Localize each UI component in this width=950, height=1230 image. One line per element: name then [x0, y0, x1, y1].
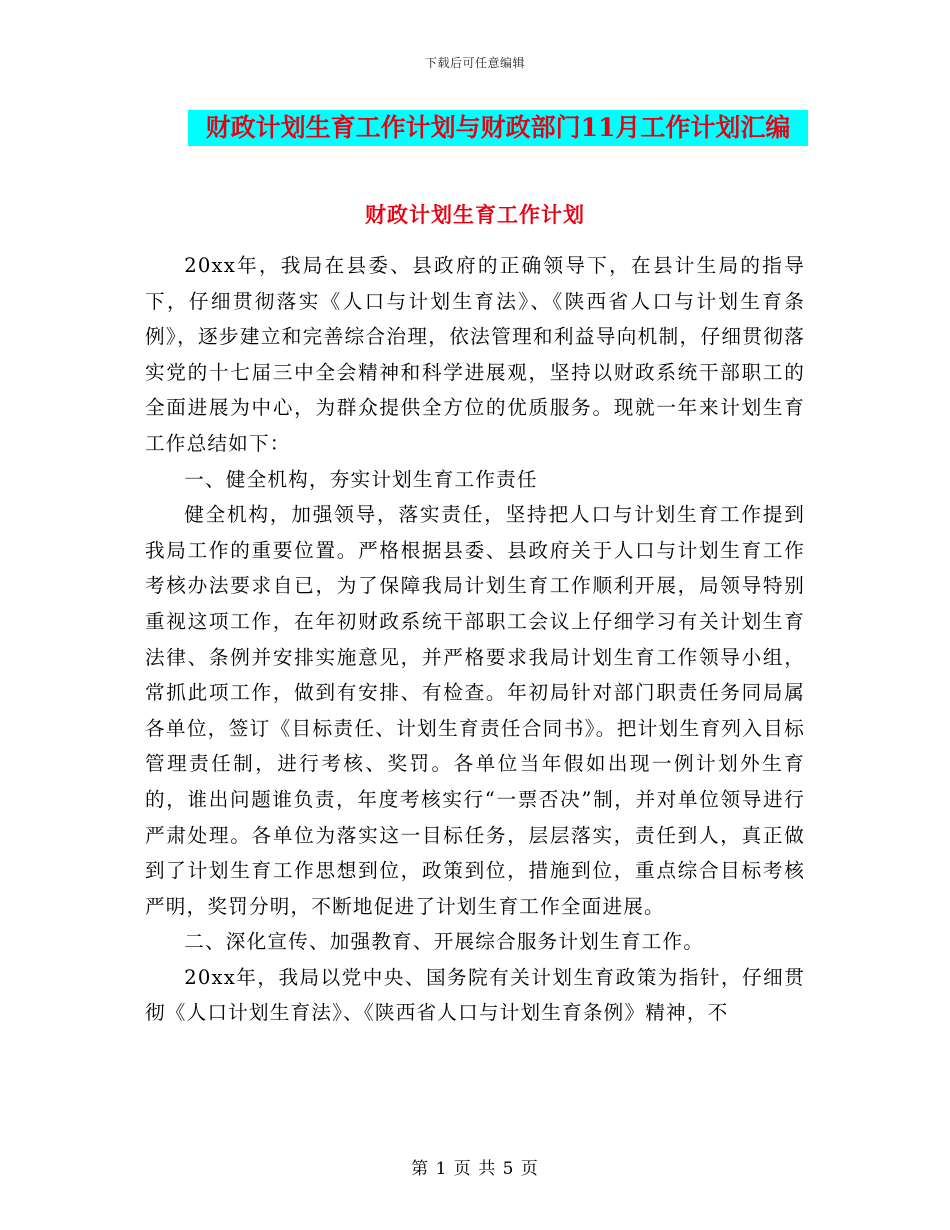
page-footer: 第 1 页 共 5 页 [411, 1159, 539, 1179]
section-heading: 一、健全机构，夯实计划生育工作责任 [184, 467, 538, 491]
main-title: 财政计划生育工作计划与财政部门11月工作计划汇编 [188, 110, 808, 146]
paragraph: 20xx年，我局以党中央、国务院有关计划生育政策为指针，仔细贯彻《人口计划生育法》、《陕西省人口与计划生育条例》精神，不 [145, 965, 805, 1025]
paragraph: 20xx年，我局在县委、县政府的正确领导下，在县计生局的指导下，仔细贯彻落实《人口与计划生育法》、《陕西省人口与计划生育条例》，逐步建立和完善综合治理，依法管理和利益导向机制，仔细贯彻落实党的十七届三中全会精神和科学进展观，坚持以财政系统干部职工的全面进展为中心，为群众提供全方位的优质服务。现就一年来计划生育工作总结如下： [145, 254, 805, 455]
section-title: 财政计划生育工作计划 [365, 202, 585, 227]
body-text [145, 248, 805, 1031]
paragraph: 健全机构，加强领导，落实责任，坚持把人口与计划生育工作提到我局工作的重要位置。严格根据县委、县政府关于人口与计划生育工作考核办法要求自已，为了保障我局计划生育工作顺利开展，局领导特别重视这项工作，在年初财政系统干部职工会议上仔细学习有关计划生育法律、条例并安排实施意见，并严格要求我局计划生育工作领导小组，常抓此项工作，做到有安排、有检查。年初局针对部门职责任务同局属各单位，签订《目标责任、计划生育责任合同书》。把计划生育列入目标管理责任制，进行考核、奖罚。各单位当年假如出现一例计划外生育的，谁出问题谁负责，年度考核实行“一票否决”制，并对单位领导进行严肃处理。各单位为落实这一目标任务，层层落实，责任到人，真正做到了计划生育工作思想到位，政策到位，措施到位，重点综合目标考核严明，奖罚分明，不断地促进了计划生育工作全面进展。 [145, 503, 805, 918]
section-heading: 二、深化宣传、加强教育、开展综合服务计划生育工作。 [184, 930, 705, 954]
header-note: 下载后可任意编辑 [424, 56, 525, 70]
